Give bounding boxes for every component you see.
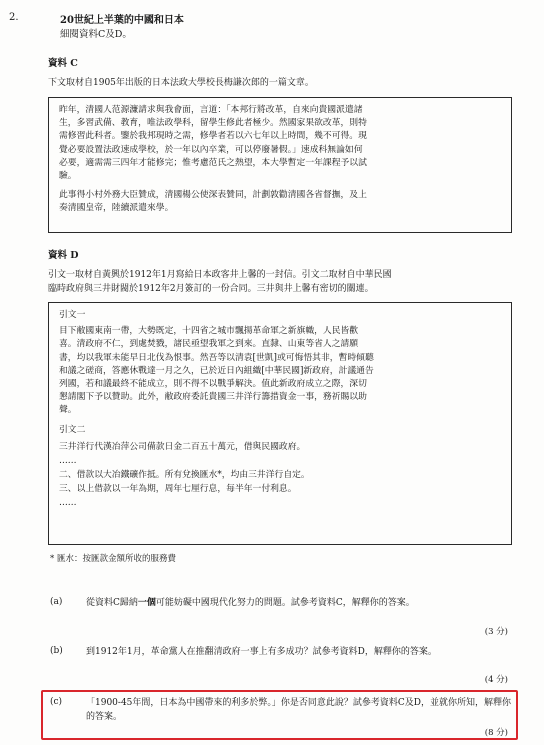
part-b-text: 到1912年1月，革命黨人在推翻清政府一事上有多成功？試參考資料D，解釋你的答案。 <box>86 647 437 657</box>
source-d-intro <box>48 268 518 296</box>
part-a-marks: (3 分) <box>484 627 508 637</box>
source-c-box <box>48 97 512 233</box>
question-title: 20世紀上半葉的中國和日本 <box>60 15 184 26</box>
source-d-intro-line: 引文一取材自黃興於1912年1月寫給日本政客井上馨的一封信。引文二取材自中華民國 <box>48 270 392 280</box>
part-b-label: (b) <box>50 646 63 656</box>
extract-2-label: 引文二 <box>59 424 86 435</box>
source-c-line: 奏清國皇帝，陸續派遣來學。 <box>59 203 174 214</box>
part-b-marks: (4 分) <box>484 675 508 685</box>
source-c-line: 此事得小村外務大臣贊成，清國楊公使深表贊同，計劃敦勸清國各省督撫，及上 <box>59 190 367 201</box>
part-c-marks: (8 分) <box>484 728 508 738</box>
question-instruction: 細閱資料C及D。 <box>60 29 132 40</box>
part-c-label: (c) <box>50 697 63 707</box>
part-a-label: (a) <box>50 597 63 607</box>
extract-1-line: 列國，若和議最終不能成立，則不得不以戰爭解決。值此新政府成立之際，深切 <box>59 379 367 390</box>
extract-1-label: 引文一 <box>59 310 86 320</box>
part-a-text <box>86 596 514 610</box>
extract-1-line: 目下敝國東南一帶，大勢既定，十四省之城市飄揚革命軍之新旗幟，人民皆歡 <box>59 326 359 337</box>
extract-1-line: 懇請閣下予以贊助。此外，敝政府委託貴國三井洋行籌措資金一事，務祈賜以助 <box>59 392 367 403</box>
footnote: * 匯水：按匯款金額所收的服務費 <box>50 554 176 564</box>
extract-1-line: 喜。清政府不仁，到處焚戮，諸民亟望我軍之到來。直隸、山東等省人之請願 <box>59 339 359 350</box>
source-d-intro-line: 臨時政府與三井財閥於1912年2月簽訂的一份合同。三井與井上馨有密切的關連。 <box>48 284 374 294</box>
part-a-text-bold: 一個 <box>137 598 156 608</box>
extract-2-line: …… <box>59 497 77 508</box>
source-c-line: 必要，適需需三四年才能修完；惟考慮范氏之熱望，本大學暫定一年課程予以試 <box>59 157 367 168</box>
question-number: 2. <box>9 12 19 23</box>
part-c-text: 「1900-45年間，日本為中國帶來的利多於弊。」你是否同意此說？試參考資料C及D，並就你所知，解釋你的答案。 <box>86 698 512 722</box>
part-a-text-pre: 從資料C歸納 <box>86 598 138 608</box>
extract-2-line: 三井洋行代漢冶萍公司備款日金二百五十萬元，借與民國政府。 <box>59 441 306 452</box>
source-c-heading: 資料 C <box>48 58 78 69</box>
source-c-line: 需修習此科者。鑒於我邦現時之需，修學者若以六七年以上時間，幾不可得。現 <box>59 131 367 142</box>
extract-2-line: 三、以上借款以一年為期，周年七厘行息，每半年一付利息。 <box>59 483 297 494</box>
source-d-heading: 資料 D <box>48 250 79 261</box>
source-d-box <box>48 302 512 545</box>
extract-1-line: 和議之磋商，答應休戰達一月之久，已於近日內組織[中華民國]新政府，計議通告 <box>59 365 374 376</box>
source-c-line: 昨年，清國人范源濂請求與我會面，言道：「本邦行將改革，自來向貴國派遣諸 <box>59 105 363 115</box>
source-c-line: 覺必要設置法政速成學校，於一年以內卒業，可以停廢暑假。」速成科無論如何 <box>59 144 363 155</box>
source-c-intro: 下文取材自1905年出版的日本法政大學校長梅謙次郎的一篇文章。 <box>48 78 314 88</box>
source-c-line: 生，多習武備、教育，唯法政學科，留學生修此者極少。然國家果欲改革，則特 <box>59 118 367 129</box>
extract-1-line: 聲。 <box>59 405 77 416</box>
extract-1-line: 書，均以我軍未能早日北伐為恨事。然吾等以清袁[世凱]或可悔悟其非，暫時傾聽 <box>59 352 374 363</box>
extract-2-line: …… <box>59 455 77 466</box>
source-c-line: 驗。 <box>59 171 77 182</box>
part-a-text-post: 可能妨礙中國現代化努力的問題。試參考資料C，解釋你的答案。 <box>155 598 415 608</box>
extract-2-line: 二、借款以大冶鐵礦作抵。所有兌換匯水*，均由三井洋行自定。 <box>59 469 310 480</box>
